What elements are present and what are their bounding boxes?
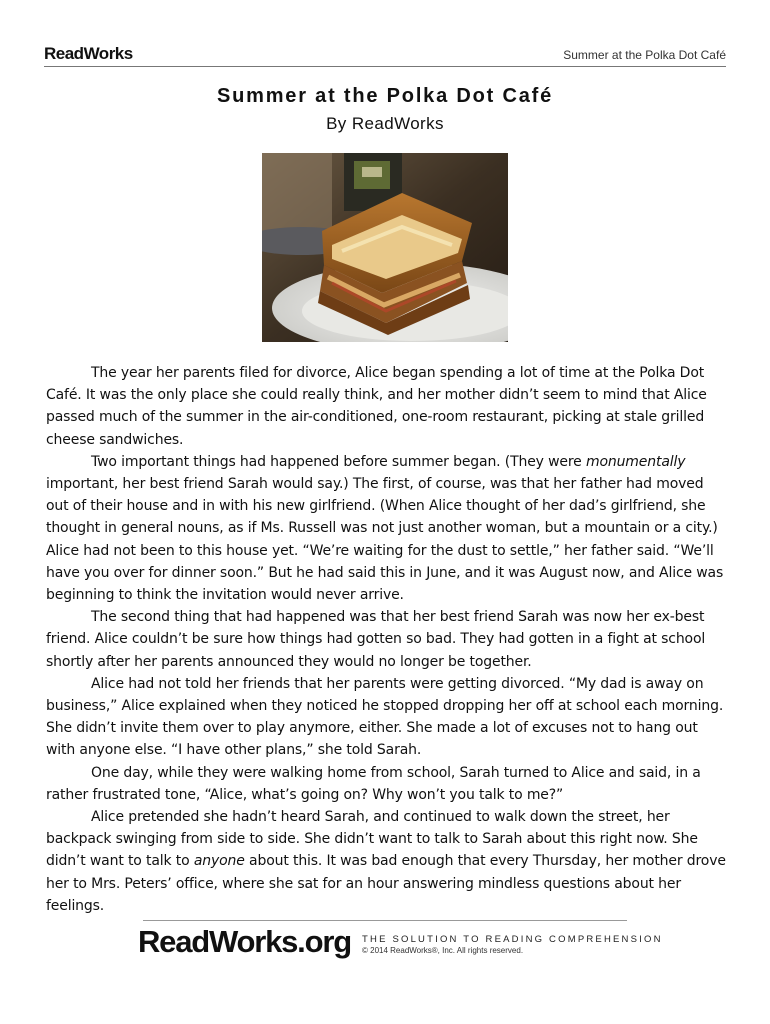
article-title: Summer at the Polka Dot Café — [216, 85, 554, 107]
story-paragraph — [46, 451, 726, 606]
story-paragraph — [46, 362, 726, 451]
story-paragraph — [46, 606, 726, 673]
story-body — [46, 362, 726, 917]
grilled-cheese-photo — [262, 153, 508, 342]
footer-divider — [143, 920, 627, 921]
header-divider — [44, 66, 726, 67]
header-running-title: Summer at the Polka Dot Café — [563, 48, 726, 62]
paragraph-text: Alice pretended she hadn’t heard Sarah, and continued to walk down the street, her backpack swinging from side to side. She didn’t want to talk to Sarah about this right now. She didn’t want to talk to — [46, 809, 698, 870]
footer-logo: ReadWorks.org — [138, 924, 351, 959]
paragraph-text: The second thing that had happened was that her best friend Sarah was now her ex-best friend. Alice couldn’t be sure how things had gotten so bad. They had gotten in a fight at school shortly after her parents announced they would no longer be together. — [46, 609, 706, 670]
paragraph-text: One day, while they were walking home from school, Sarah turned to Alice and said, in a rather frustrated tone, “Alice, what’s going on? Why won’t you talk to me?” — [46, 764, 701, 803]
emphasized-word: monumentally — [585, 453, 686, 470]
footer-tagline: THE SOLUTION TO READING COMPREHENSION — [362, 934, 663, 945]
paragraph-text: important, her best friend Sarah would say.) The first, of course, was that her father had moved out of their house and in with his new girlfriend. (When Alice thought of her dad’s girlfriend, she thought in general nouns, as if Ms. Russell was not just another woman, but a mountain or a city.) Alice had not been to this house yet. “We’re waiting for the dust to settle,” her father said. “We’ll have you over for dinner soon.” But he had said this in June, and it was August now, and Alice was beginning to think the invitation would never arrive. — [46, 476, 724, 604]
paragraph-text: Alice had not told her friends that her parents were getting divorced. “My dad is away on business,” Alice explained when they noticed he stopped dropping her off at school each morning. She didn’t invite them over to play anymore, either. She made a lot of excuses not to hang out with anyone else. “I have other plans,” she told Sarah. — [46, 675, 724, 759]
story-paragraph — [46, 806, 726, 917]
story-paragraph — [46, 673, 726, 762]
footer-copyright: © 2014 ReadWorks®, Inc. All rights reserved. — [362, 946, 524, 955]
story-paragraph — [46, 762, 726, 806]
article-byline: By ReadWorks — [326, 114, 444, 133]
header-logo: ReadWorks — [44, 44, 133, 63]
paragraph-text: Two important things had happened before summer began. (They were — [91, 453, 586, 470]
emphasized-word: anyone — [193, 853, 245, 870]
paragraph-text: about this. It was bad enough that every Thursday, her mother drove her to Mrs. Peters’ office, where she sat for an hour answering mindless questions about her feelings. — [46, 853, 726, 914]
paragraph-text: The year her parents filed for divorce, Alice began spending a lot of time at the Polka Dot Café. It was the only place she could really think, and her mother didn’t seem to mind that Alice passed much of the summer in the air-conditioned, one-room restaurant, picking at stale grilled cheese sandwiches. — [46, 365, 707, 448]
